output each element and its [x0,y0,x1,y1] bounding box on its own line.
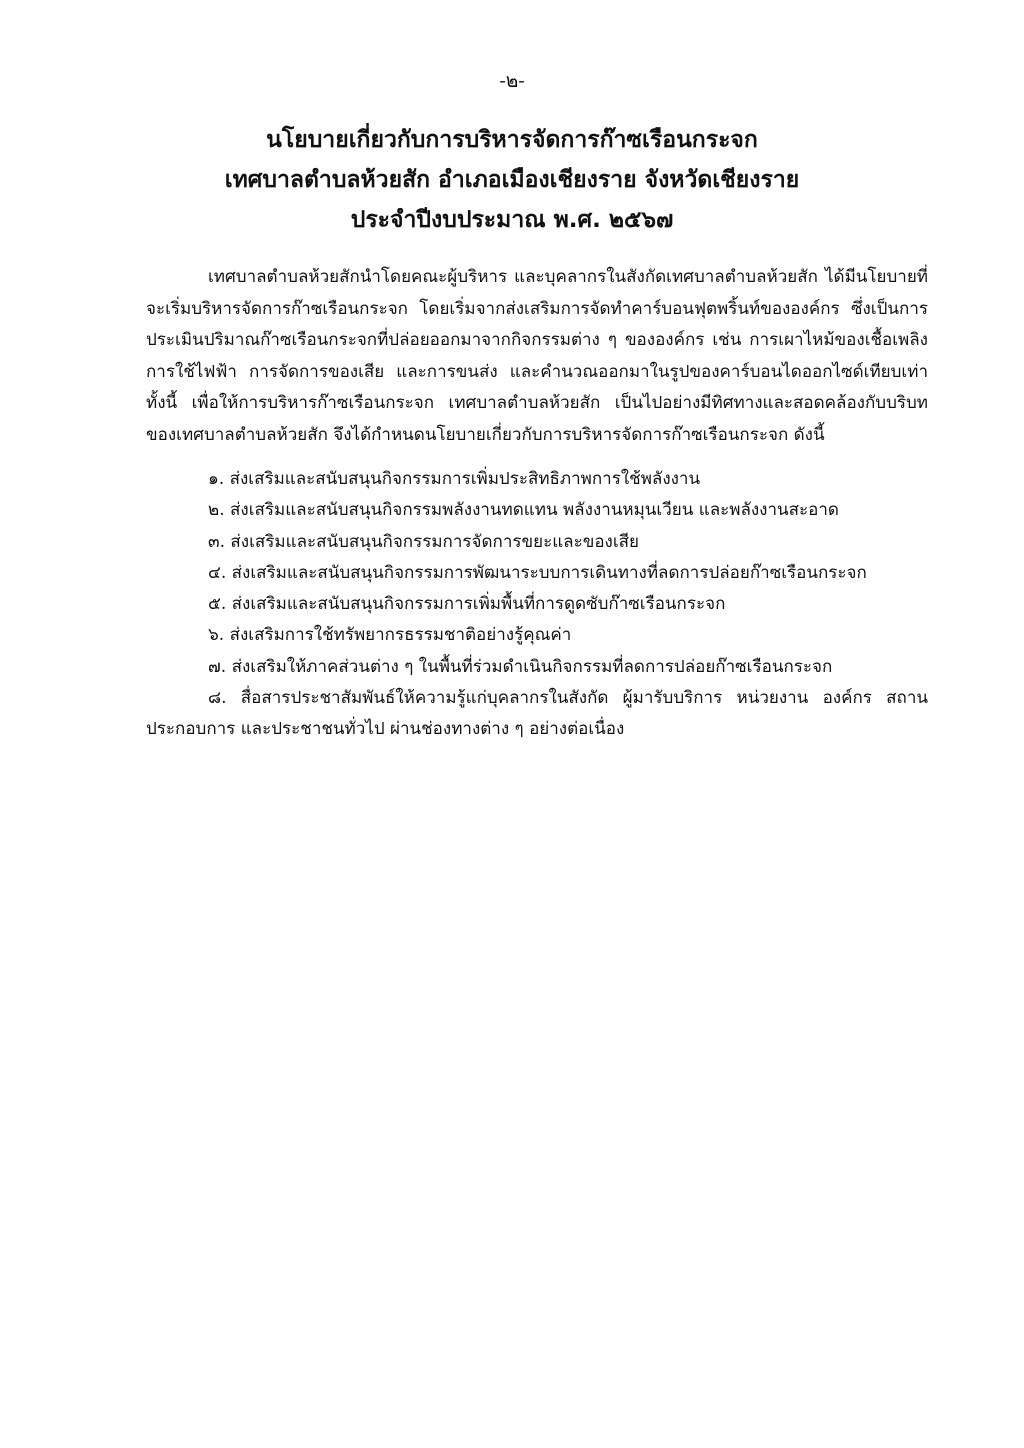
document-title [100,120,924,240]
intro-line: ทั้งนี้ เพื่อให้การบริหารก๊าซเรือนกระจก เทศบาลตำบลห้วยสัก เป็นไปอย่างมีทิศทางและสอดคล้องกับบริบท [146,393,928,413]
title-line-policy: นโยบายเกี่ยวกับการบริหารจัดการก๊าซเรือนกระจก [266,127,758,153]
policy-item-4: ๔. ส่งเสริมและสนับสนุนกิจกรรมการพัฒนาระบบการเดินทางที่ลดการปล่อยก๊าซเรือนกระจก [208,562,867,583]
intro-paragraph [146,262,928,451]
policy-item-8: ๘. สื่อสารประชาสัมพันธ์ให้ความรู้แก่บุคลากรในสังกัด ผู้มารับบริการ หน่วยงาน องค์กร สถาน [208,688,928,709]
page-number: -๒- [499,70,525,92]
policy-item-6: ๖. ส่งเสริมการใช้ทรัพยากรธรรมชาติอย่างรู้คุณค่า [208,625,572,646]
policy-item-5: ๕. ส่งเสริมและสนับสนุนกิจกรรมการเพิ่มพื้นที่การดูดซับก๊าซเรือนกระจก [208,594,726,615]
title-line-fiscal-year: ประจำปีงบประมาณ พ.ศ. ๒๕๖๗ [350,207,674,233]
title-line-organization: เทศบาลตำบลห้วยสัก อำเภอเมืองเชียงราย จังหวัดเชียงราย [224,167,800,193]
policy-item-8-continuation: ประกอบการ และประชาชนทั่วไป ผ่านช่องทางต่าง ๆ อย่างต่อเนื่อง [146,719,625,740]
intro-line: การใช้ไฟฟ้า การจัดการของเสีย และการขนส่ง และคำนวณออกมาในรูปของคาร์บอนไดออกไซด์เทียบเท่า [146,361,928,382]
policy-item-7: ๗. ส่งเสริมให้ภาคส่วนต่าง ๆ ในพื้นที่ร่วมดำเนินกิจกรรมที่ลดการปล่อยก๊าซเรือนกระจก [208,656,833,677]
intro-line: เทศบาลตำบลห้วยสักนำโดยคณะผู้บริหาร และบุคลากรในสังกัดเทศบาลตำบลห้วยสัก ได้มีนโยบายที่ [208,267,928,287]
policy-item-2: ๒. ส่งเสริมและสนับสนุนกิจกรรมพลังงานทดแทน พลังงานหมุนเวียน และพลังงานสะอาด [208,500,839,521]
policy-item-3: ๓. ส่งเสริมและสนับสนุนกิจกรรมการจัดการขยะและของเสีย [208,531,639,552]
policy-list [146,464,928,746]
intro-line: จะเริ่มบริหารจัดการก๊าซเรือนกระจก โดยเริ่มจากส่งเสริมการจัดทำคาร์บอนฟุตพริ้นท์ขององค์กร ซึ่งเป็นการ [146,298,928,319]
policy-item-1: ๑. ส่งเสริมและสนับสนุนกิจกรรมการเพิ่มประสิทธิภาพการใช้พลังงาน [208,469,701,489]
intro-line: ประเมินปริมาณก๊าซเรือนกระจกที่ปล่อยออกมาจากกิจกรรมต่าง ๆ ขององค์กร เช่น การเผาไหม้ของเชื้อเพลิง [146,330,928,350]
intro-line: ของเทศบาลตำบลห้วยสัก จึงได้กำหนดนโยบายเกี่ยวกับการบริหารจัดการก๊าซเรือนกระจก ดังนี้ [146,424,825,445]
